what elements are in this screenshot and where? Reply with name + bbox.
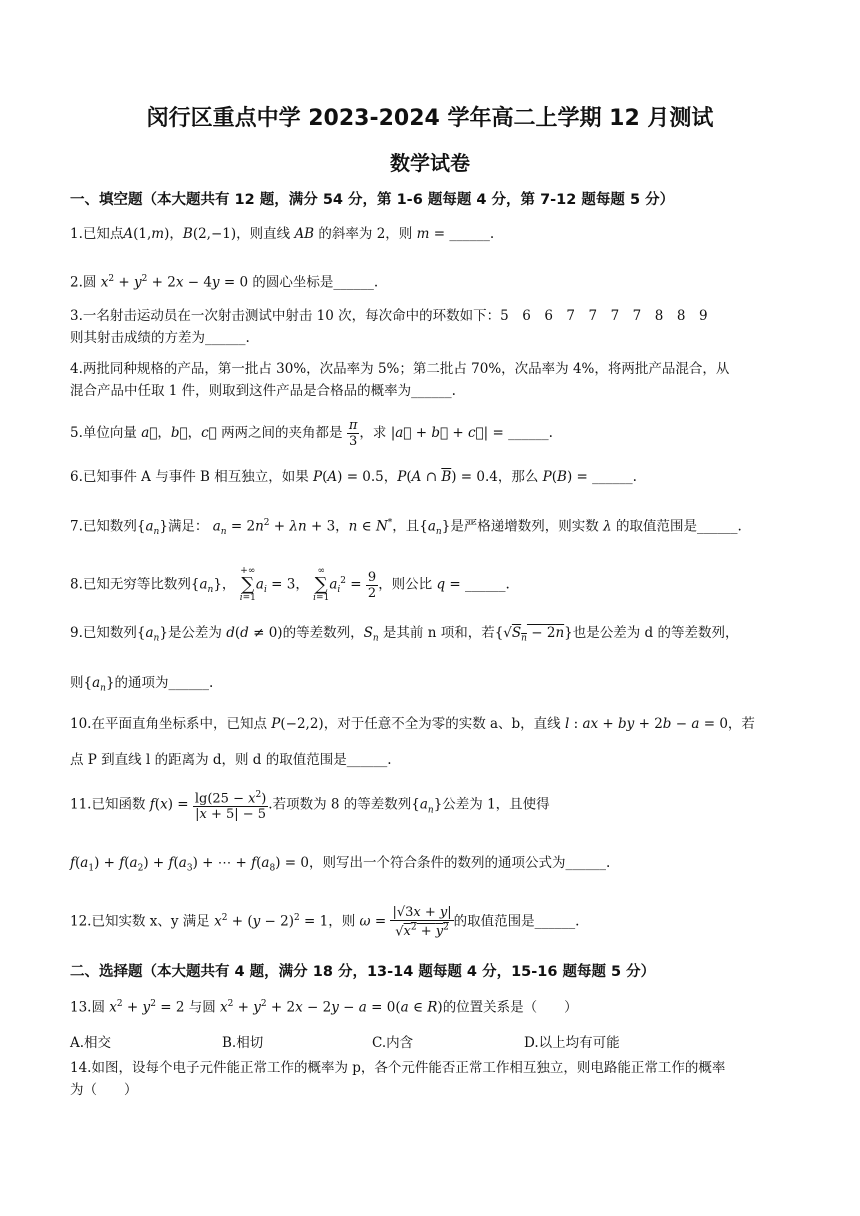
question-2: 2.圆 $x^2 + y^2 + 2x - 4y = 0$ 的圆心坐标是______. — [70, 274, 379, 291]
fraction-pi-over-3: $\frac{\pi}{3}$ — [348, 418, 358, 449]
question-11: 11.已知函数 f(x) = $\frac{\lg(25 - x^2)}{|x + 5| - 5}$ .若项数为 8 的等差数列$\{a_n\}$公差为 1，且使得 — [70, 790, 550, 823]
fraction-omega: $\frac{|√3x + y|}{√x^2 + y^2}$ — [392, 905, 452, 940]
page-title: 闵行区重点中学 2023-2024 学年高二上学期 12 月测试 — [146, 106, 714, 131]
option-a[interactable]: A.相交 — [70, 1035, 112, 1051]
question-13: 13.圆 $x^2 + y^2 = 2$ 与圆 $x^2 + y^2 + 2x - 2y - a = 0(a$ ∈ R)的位置关系是（ ） — [70, 999, 578, 1016]
question-8: 8.已知无穷等比数列$\{a_n\}$， +∞ ∑ i=1 $a_i = 3$， ∞ ∑ i=1 $a_i^2$ = $\frac{9}{2}$ ，则公比 q = ______. — [70, 566, 510, 603]
section-choice-heading: 二、选择题（本大题共有 4 题，满分 18 分，13-14 题每题 4 分，15-16 题每题 5 分） — [70, 964, 656, 980]
question-9: 9.已知数列$\{a_n\}$是公差为 d(d ≠ 0)的等差数列，$S_n$ 是其前 n 项和，若$\{√S_n - 2n\}$也是公差为 d 的等差数列， 则$\{a_n\}$的通项为______. — [70, 625, 739, 694]
question-1: 1.已知点A(1,m)，B(2,−1)，则直线 AB 的斜率为 2，则 m = ______. — [70, 226, 495, 242]
option-b[interactable]: B.相切 — [222, 1035, 264, 1051]
question-4: 4.两批同种规格的产品，第一批占 30%，次品率为 5%；第二批占 70%，次品率为 4%，将两批产品混合，从 混合产品中任取 1 件，则取到这件产品是合格品的概率为______. — [70, 361, 730, 399]
question-6: 6.已知事件 A 与事件 B 相互独立，如果 P(A) = 0.5，P(A ∩ $\overline{B}) = 0.4$，那么 P(B) = ______. — [70, 469, 637, 485]
question-11-line-2: $f(a_1) + f(a_2) + f(a_3)$ + ⋯ + $f(a_8) = 0$，则写出一个符合条件的数列的通项公式为______. — [70, 855, 611, 874]
option-c[interactable]: C.内含 — [372, 1035, 414, 1051]
question-7: 7.已知数列$\{a_n\}$满足： $a_n = 2n^2 + \lambda n + 3$，n ∈ N*，且$\{a_n\}$是严格递增数列，则实数 λ 的取值范围是______. — [70, 518, 742, 538]
page-subtitle: 数学试卷 — [390, 151, 470, 175]
fraction-lg-over-abs: $\frac{\lg(25 - x^2)}{|x + 5| - 5}$ — [194, 790, 267, 823]
section-fill-in-heading: 一、填空题（本大题共有 12 题，满分 54 分，第 1-6 题每题 4 分，第 7-12 题每题 5 分） — [70, 192, 675, 208]
option-d[interactable]: D.以上均有可能 — [524, 1035, 620, 1051]
question-3: 3.一名射击运动员在一次射击测试中射击 10 次，每次命中的环数如下：5 6 6 7 7 7 7 8 8 9 则其射击成绩的方差为______. — [70, 308, 708, 346]
question-5: 5.单位向量 a⃗，b⃗，c⃗ 两两之间的夹角都是 $\frac{\pi}{3}$ ，求 |a⃗ + b⃗ + c⃗| = ______. — [70, 418, 553, 449]
question-10: 10.在平面直角坐标系中，已知点 P(−2,2)，对于任意不全为零的实数 a、b，直线 l : ax + by + 2b − a = 0，若 点 P 到直线 l 的距离为 d，则 d 的取值范围是______. — [70, 716, 755, 768]
question-14: 14.如图，设每个电子元件能正常工作的概率为 p，各个元件能否正常工作相互独立，则电路能正常工作的概率 为（ ） — [70, 1060, 726, 1098]
fraction-9-over-2: $\frac{9}{2}$ — [367, 569, 377, 601]
question-12: 12.已知实数 x、y 满足 $x^2 + (y - 2)^2 = 1$，则 ω = $\frac{|√3x + y|}{√x^2 + y^2}$ 的取值范围是______. — [70, 905, 580, 940]
